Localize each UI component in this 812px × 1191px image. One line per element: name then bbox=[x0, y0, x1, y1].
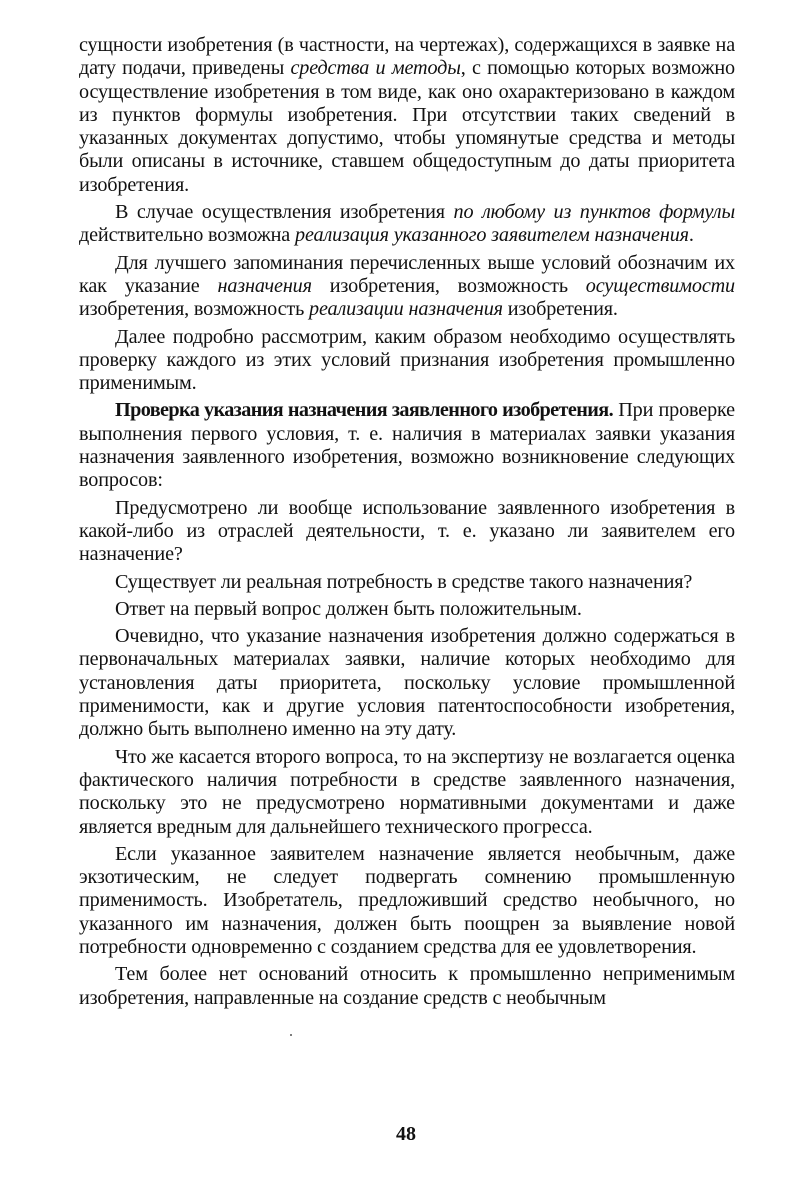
italic-run: средства и методы bbox=[290, 57, 461, 80]
bold-run: Проверка указания назначения заявленного изобретения. bbox=[115, 399, 614, 422]
text-run: , с помощью которых возможно осуществление изобретения в том виде, как оно охарактеризовано в каждом из пунктов формулы изобретения. При отсутствии таких сведений в указанных документах допустимо, чтобы упомянутые средства и методы были описаны в источнике, ставшем общедоступным до даты приоритета изобретения. bbox=[79, 57, 735, 196]
text-run: . bbox=[688, 224, 694, 247]
text-run: При проверке выполнения первого условия, т. е. наличия в материалах заявки указания назначения заявленного изобретения, возможно возникновение следующих вопросов: bbox=[79, 399, 735, 492]
paragraph bbox=[79, 252, 735, 322]
page-number: 48 bbox=[396, 1123, 416, 1145]
paragraph bbox=[79, 843, 735, 959]
paragraph bbox=[79, 201, 735, 248]
italic-run: назначения bbox=[217, 274, 312, 297]
paragraph bbox=[79, 34, 735, 197]
italic-run: реализации назначения bbox=[309, 298, 503, 321]
text-run: Предусмотрено ли вообще использование заявленного изобретения в какой-либо из отраслей деятельности, т. е. указано ли заявителем его назначение? bbox=[79, 496, 735, 566]
italic-run: реализация указанного заявителем назначения bbox=[295, 224, 689, 247]
text-run: Очевидно, что указание назначения изобретения должно содержаться в первоначальных материалах заявки, наличие которых необходимо для установления даты приоритета, поскольку условие промышленной применимости, как и другие условия патентоспособности изобретения, должно быть выполнено именно на эту дату. bbox=[79, 625, 735, 741]
text-run: изобретения, возможность bbox=[79, 298, 310, 321]
text-run: Для лучшего запоминания перечисленных выше условий обозначим их как указание bbox=[79, 251, 735, 297]
paragraph bbox=[79, 571, 735, 594]
paragraph bbox=[79, 625, 735, 741]
text-run: сущности изобретения (в частности, на чертежах), содержащихся в заявке на дату подачи, приведены bbox=[79, 34, 735, 80]
text-run: Тем более нет оснований относить к промышленно неприменимым изобретения, направленные на создание средств с необычным bbox=[79, 963, 735, 1009]
text-run: Если указанное заявителем назначение является необычным, даже экзотическим, не следует подвергать сомнению промышленную применимость. Изобретатель, предложивший средство необычного, но указанного им назначения, должен быть поощрен за выявление новой потребности одновременно с созданием средства для ее удовлетворения. bbox=[79, 842, 735, 958]
text-run: В случае осуществления изобретения bbox=[115, 201, 454, 224]
italic-run: по любому из пунктов формулы bbox=[453, 201, 735, 224]
text-run: изобретения. bbox=[502, 298, 618, 321]
page-body bbox=[79, 34, 735, 1014]
paragraph bbox=[79, 598, 735, 621]
paragraph bbox=[79, 497, 735, 567]
text-run: действительно возможна bbox=[79, 224, 296, 247]
text-run: Существует ли реальная потребность в средстве такого назначения? bbox=[115, 570, 693, 593]
italic-run: осуществимости bbox=[585, 274, 735, 297]
paragraph bbox=[79, 399, 735, 492]
text-run: Далее подробно рассмотрим, каким образом необходимо осуществлять проверку каждого из этих условий признания изобретения промышленно применимым. bbox=[79, 325, 735, 395]
text-run: изобретения, возможность bbox=[311, 274, 586, 297]
print-speck bbox=[290, 1034, 292, 1036]
paragraph bbox=[79, 963, 735, 1010]
paragraph bbox=[79, 326, 735, 396]
text-run: Что же касается второго вопроса, то на экспертизу не возлагается оценка фактического наличия потребности в средстве заявленного назначения, поскольку это не предусмотрено нормативными документами и даже является вредным для дальнейшего технического прогресса. bbox=[79, 745, 735, 838]
text-run: Ответ на первый вопрос должен быть положительным. bbox=[115, 597, 582, 620]
paragraph bbox=[79, 746, 735, 839]
